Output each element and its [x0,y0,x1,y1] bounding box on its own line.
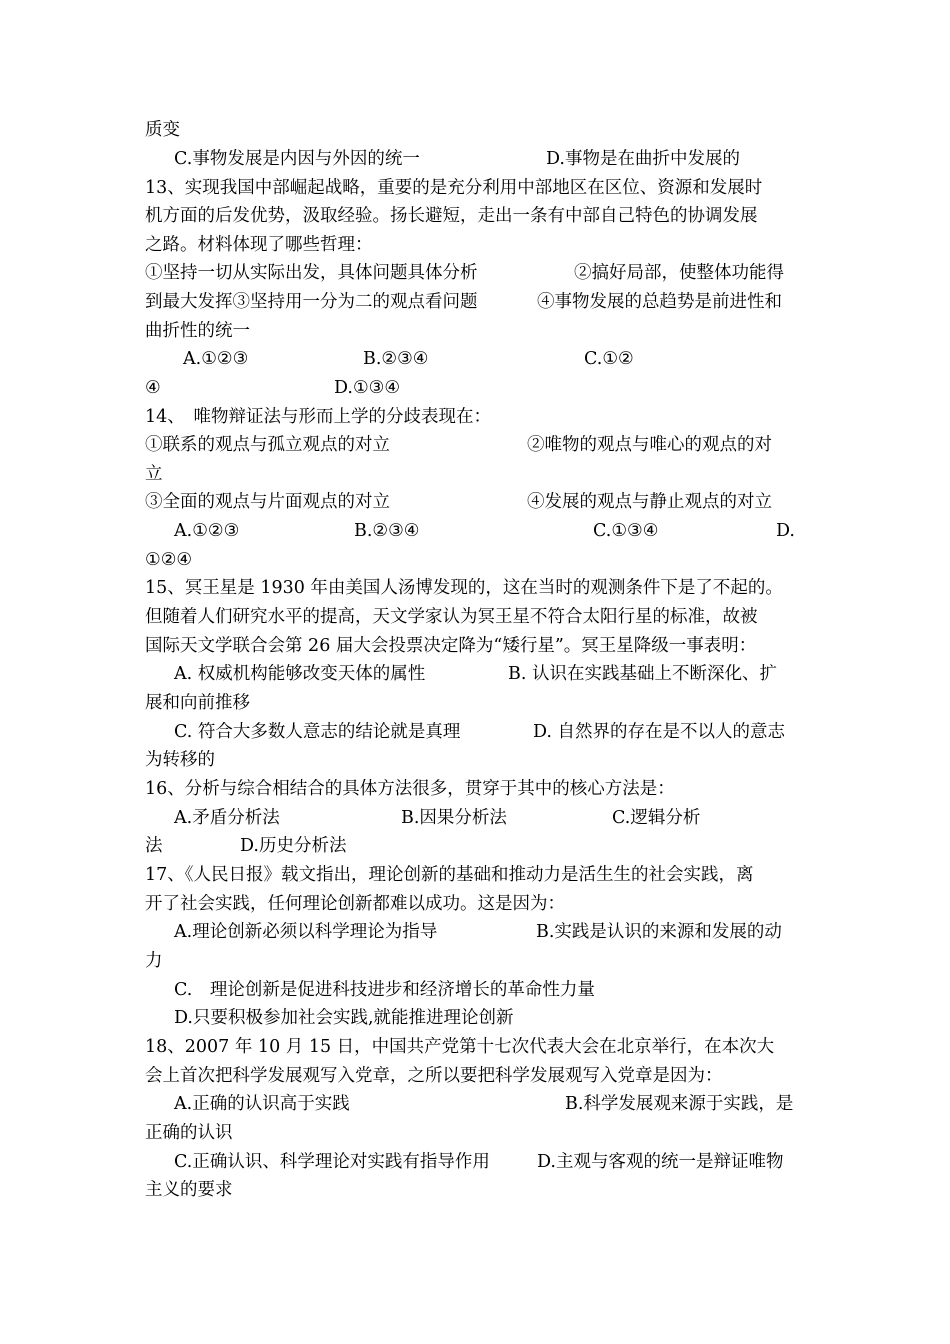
question-13-text: 之路。材料体现了哪些哲理： [145,235,373,255]
option-d-q16: D.历史分析法 [240,836,347,856]
option-d-q15: D. 自然界的存在是不以人的意志 [533,722,786,742]
option-b-q18-cont: 正确的认识 [145,1123,233,1143]
option-c-q13: C.①② [584,349,634,369]
question-16-text: 16、分析与综合相结合的具体方法很多，贯穿于其中的核心方法是： [145,779,675,799]
option-d-q14-cont: ①②④ [145,550,193,570]
question-13-text: 13、实现我国中部崛起战略，重要的是充分利用中部地区在区位、资源和发展时 [145,178,763,198]
option-b-q18: B.科学发展观来源于实践，是 [565,1094,794,1114]
statement-4: ④事物发展的总趋势是前进性和 [537,292,782,312]
option-d-q15-cont: 为转移的 [145,750,215,770]
statement-4: ④发展的观点与静止观点的对立 [527,492,772,512]
question-17-text: 17、《人民日报》载文指出，理论创新的基础和推动力是活生生的社会实践，离 [145,865,754,885]
option-a-q14: A.①②③ [174,521,240,541]
statement-3: 到最大发挥③坚持用一分为二的观点看问题 [145,292,478,312]
question-15-text: 但随着人们研究水平的提高，天文学家认为冥王星不符合太阳行星的标准，故被 [145,607,758,627]
text-line: 质变 [145,120,180,140]
question-17-text: 开了社会实践，任何理论创新都难以成功。这是因为： [145,894,565,914]
question-15-text: 15、冥王星是 1930 年由美国人汤博发现的，这在当时的观测条件下是了不起的。 [145,578,783,598]
option-c-q17: C. 理论创新是促进科技进步和经济增长的革命性力量 [174,980,595,1000]
question-18-text: 会上首次把科学发展观写入党章，之所以要把科学发展观写入党章是因为： [145,1066,723,1086]
option-b-q15-cont: 展和向前推移 [145,693,250,713]
option-a-q17: A.理论创新必须以科学理论为指导 [174,922,438,942]
option-a-q16: A.矛盾分析法 [174,808,280,828]
option-c-q13-cont: ④ [145,378,161,398]
statement-4-cont: 曲折性的统一 [145,321,250,341]
statement-1: ①坚持一切从实际出发，具体问题具体分析 [145,263,478,283]
option-d-q12: D.事物是在曲折中发展的 [546,149,740,169]
option-a-q15: A. 权威机构能够改变天体的属性 [174,664,426,684]
option-b-q17: B.实践是认识的来源和发展的动 [536,922,782,942]
option-a-q18: A.正确的认识高于实践 [174,1094,350,1114]
option-a-q13: A.①②③ [183,349,249,369]
option-d-q17: D.只要积极参加社会实践,就能推进理论创新 [174,1008,514,1028]
option-d-q18-cont: 主义的要求 [145,1180,233,1200]
question-18-text: 18、2007 年 10 月 15 日，中国共产党第十七次代表大会在北京举行，在本次大 [145,1037,775,1057]
option-c-q16: C.逻辑分析 [612,808,701,828]
statement-1: ①联系的观点与孤立观点的对立 [145,435,390,455]
statement-2-cont: 立 [145,464,163,484]
question-13-text: 机方面的后发优势，汲取经验。扬长避短，走出一条有中部自己特色的协调发展 [145,206,758,226]
option-c-q16-cont: 法 [145,836,163,856]
statement-2: ②搞好局部，使整体功能得 [574,263,784,283]
statement-3: ③全面的观点与片面观点的对立 [145,492,390,512]
option-b-q14: B.②③④ [354,521,420,541]
option-c-q12: C.事物发展是内因与外因的统一 [174,149,420,169]
option-b-q15: B. 认识在实践基础上不断深化、扩 [508,664,777,684]
option-c-q15: C. 符合大多数人意志的结论就是真理 [174,722,461,742]
option-b-q13: B.②③④ [363,349,429,369]
question-14-text: 14、 唯物辩证法与形而上学的分歧表现在： [145,407,492,427]
option-d-q18: D.主观与客观的统一是辩证唯物 [537,1152,784,1172]
option-b-q16: B.因果分析法 [401,808,507,828]
question-15-text: 国际天文学联合会第 26 届大会投票决定降为“矮行星”。冥王星降级一事表明： [145,636,757,656]
option-b-q17-cont: 力 [145,951,163,971]
statement-2: ②唯物的观点与唯心的观点的对 [527,435,772,455]
option-d-q13: D.①③④ [334,378,401,398]
option-c-q18: C.正确认识、科学理论对实践有指导作用 [174,1152,490,1172]
option-c-q14: C.①③④ [593,521,659,541]
option-d-q14: D. [776,521,795,541]
